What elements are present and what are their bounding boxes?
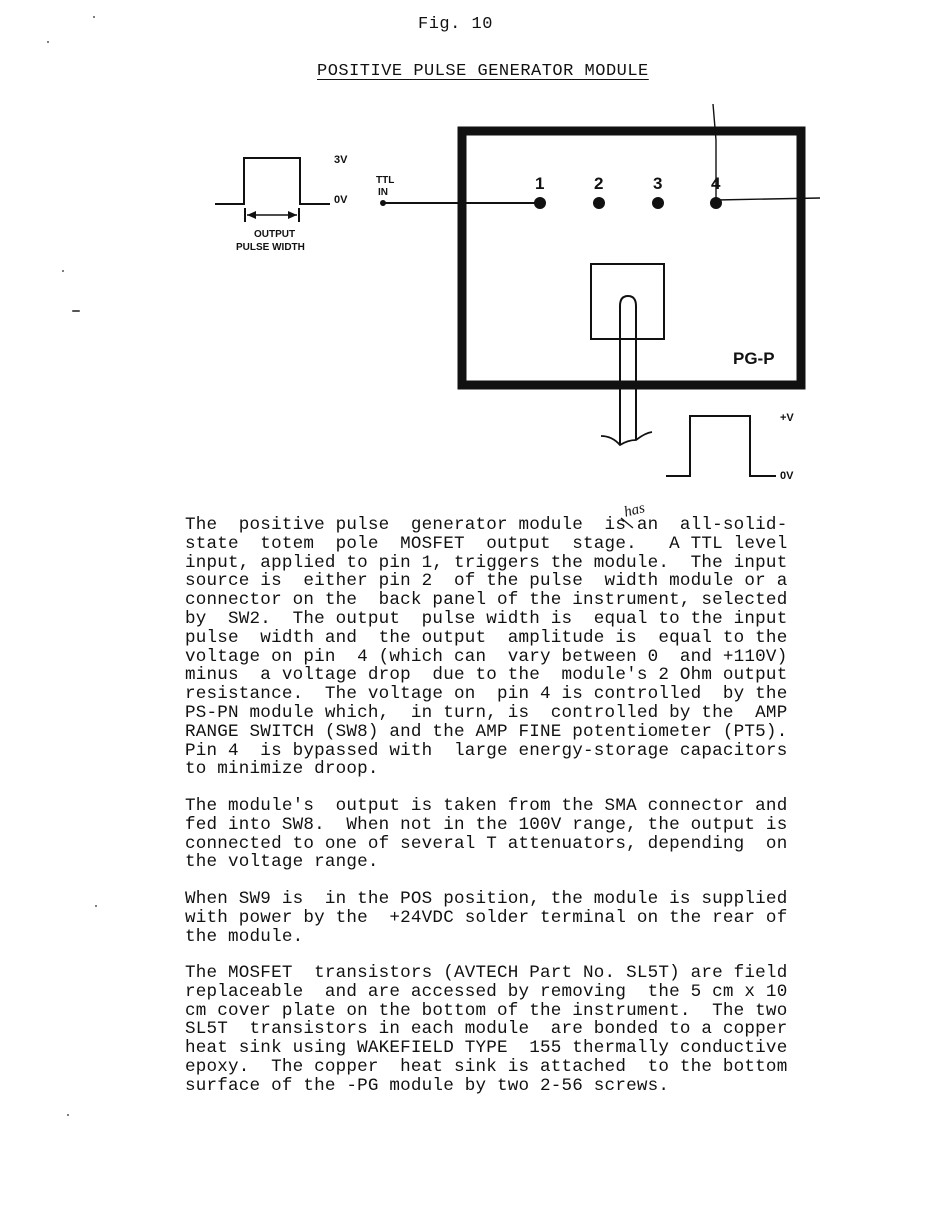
module-box [462,131,801,385]
figure-label: Fig. 10 [418,15,493,34]
scan-speck [67,1114,69,1116]
pin-3-label: 3 [653,174,663,193]
sma-connector-box [591,264,664,339]
ttl-label-line2: IN [378,187,388,198]
input-pulse-waveform [215,158,330,204]
scan-speck [62,270,64,272]
module-diagram [0,0,950,521]
output-pulse-waveform [666,416,776,476]
cable-break-mark [601,432,652,445]
input-pulse-low-label: 0V [334,194,348,206]
pin-4-label: 4 [711,174,721,193]
input-pulse-high-label: 3V [334,154,348,166]
paragraph-3: When SW9 is in the POS position, the module is supplied with power by the +24VDC solder terminal on the rear of the module. [185,889,788,947]
page-title: POSITIVE PULSE GENERATOR MODULE [317,62,649,81]
width-arrowhead-right [288,211,297,219]
scan-speck [47,41,49,43]
output-pulse-width-label-line2: PULSE WIDTH [236,242,305,253]
output-cable [620,296,636,445]
ttl-label-line1: TTL [376,175,395,186]
pin-3-dot [652,197,664,209]
pin-2-label: 2 [594,174,604,193]
pin-1-dot [534,197,546,209]
width-arrowhead-left [247,211,256,219]
output-pulse-high-label: +V [780,412,794,424]
output-pulse-width-label-line1: OUTPUT [254,229,296,240]
handwritten-correction: has [622,500,647,521]
scan-speck [93,16,95,18]
scan-speck [72,310,80,312]
paragraph-2: The module's output is taken from the SMA connector and fed into SW8. When not in the 100V range, the output is connected to one of several T attenuators, depending on the voltage range. [185,796,788,873]
pin-2-dot [593,197,605,209]
scan-speck [95,905,97,907]
output-pulse-low-label: 0V [780,470,794,482]
module-label: PG-P [733,349,775,368]
paragraph-1: The positive pulse generator module is an all-solid- state totem pole MOSFET output stage. A TTL level input, applied to pin 1, triggers the module. The input source is either pin 2 of the pulse width module or a connector on the back panel of the instrument, selected by SW2. The output pulse width is equal to the input pulse width and the output amplitude is equal to the voltage on pin 4 (which can vary between 0 and +110V) minus a voltage drop due to the module's 2 Ohm output resistance. The voltage on pin 4 is controlled by the PS-PN module which, in turn, is controlled by the AMP RANGE SWITCH (SW8) and the AMP FINE potentiometer (PT5). Pin 4 is bypassed with large energy-storage capacitors to minimize droop. [185,515,788,780]
pin-1-label: 1 [535,174,545,193]
paragraph-4: The MOSFET transistors (AVTECH Part No. SL5T) are field replaceable and are accessed by removing the 5 cm x 10 cm cover plate on the bottom of the instrument. The two SL5T transistors in each module are bonded to a copper heat sink using WAKEFIELD TYPE 155 thermally conductive epoxy. The copper heat sink is attached to the bottom surface of the -PG module by two 2-56 screws. [185,963,788,1096]
